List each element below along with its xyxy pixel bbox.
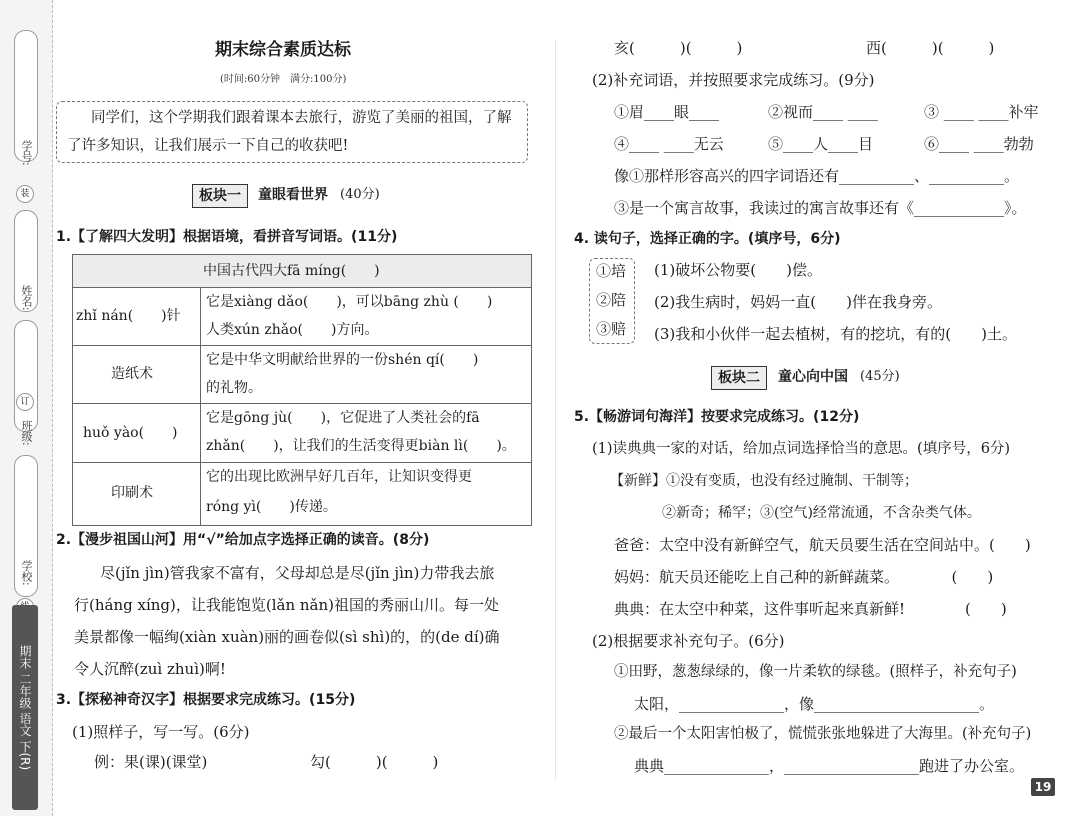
- q3-part-2: (2)补充词语，并按照要求完成练习。(9分): [592, 71, 875, 89]
- class-label: 班级:: [20, 420, 33, 446]
- idiom-followup-1: 像①那样形容高兴的四字词语还有__________、__________。: [614, 167, 1020, 185]
- question-4: 4. 读句子，选择正确的字。(填序号，6分): [574, 231, 841, 247]
- page-number: 19: [1031, 778, 1055, 796]
- section-tag-2: 板块二: [711, 366, 767, 390]
- option-1: ①培: [596, 262, 627, 280]
- option-2: ②陪: [596, 291, 627, 309]
- q4-sentence-1: (1)破坏公物要( )偿。: [654, 261, 822, 279]
- option-3: ③赔: [596, 320, 627, 338]
- question-5: 5.【畅游词句海洋】按要求完成练习。(12分): [574, 409, 860, 425]
- row4-name: 印刷术: [111, 485, 153, 501]
- row-line: [73, 287, 531, 288]
- idiom-1: ①眉____眼____: [614, 103, 720, 121]
- q2-line-3: 美景都像一幅绚(xiàn xuàn)丽的画卷似(sì shì)的，的(de dí)确: [74, 628, 500, 646]
- section-title-1: 童眼看世界: [258, 187, 328, 203]
- q5-part-2: (2)根据要求补充句子。(6分): [592, 632, 785, 650]
- hai-blanks: 亥( )( ): [614, 39, 743, 57]
- row1-name: zhǐ nán( )针: [76, 308, 181, 324]
- char-options-box: [589, 258, 635, 344]
- q5-2-prompt-1: ①田野，葱葱绿绿的，像一片柔软的绿毯。(照样子，补充句子): [614, 664, 1017, 680]
- row4-line1: 它的出现比欧洲早好几百年，让知识变得更: [206, 469, 472, 485]
- q5-2-answer-2: 典典______________，__________________跑进了办公室。: [634, 757, 1025, 775]
- q5-sentence-3: 典典：在太空中种菜，这件事听起来真新鲜! ( ): [614, 600, 1007, 618]
- binding-circle-1: 装: [16, 185, 34, 203]
- row2-line1: 它是中华文明献给世界的一份shén qí( ): [206, 352, 479, 368]
- intro-line-1: 同学们，这个学期我们跟着课本去旅行，游览了美丽的祖国，了解: [91, 110, 512, 126]
- class-box: [14, 320, 38, 432]
- q5-definition-2: ②新奇；稀罕；③(空气)经常流通，不含杂类气体。: [662, 505, 981, 521]
- q2-line-1: 尽(jǐn jìn)管我家不富有，父母却总是尽(jǐn jìn)力带我去旅: [100, 564, 495, 582]
- intro-line-2: 了许多知识，让我们展示一下自己的收获吧!: [67, 138, 349, 154]
- q3-gou-blanks: 勾( )( ): [310, 753, 439, 771]
- row-line: [73, 462, 531, 463]
- q3-part-1: (1)照样子，写一写。(6分): [72, 723, 250, 741]
- q5-2-prompt-2: ②最后一个太阳害怕极了，慌慌张张地躲进了大海里。(补充句子): [614, 726, 1032, 742]
- xi-blanks: 西( )( ): [866, 39, 995, 57]
- page-subtitle: (时间:60分钟 满分:100分): [220, 74, 347, 85]
- q3-example: 例：果(课)(课堂): [94, 753, 208, 771]
- idiom-3: ③ ____ ____补牢: [924, 103, 1039, 121]
- question-3: 3.【探秘神奇汉字】根据要求完成练习。(15分): [56, 692, 356, 708]
- q5-sentence-1: 爸爸：太空中没有新鲜空气，航天员要生活在空间站中。( ): [614, 536, 1031, 554]
- section-points-1: (40分): [340, 187, 380, 202]
- row3-line1: 它是gōng jù( )，它促进了人类社会的fā: [206, 410, 480, 426]
- student-number-label: 学号:: [20, 140, 33, 166]
- row3-line2: zhǎn( )，让我们的生活变得更biàn lì( )。: [206, 438, 516, 454]
- idiom-4: ④____ ____无云: [614, 135, 724, 153]
- q4-sentence-2: (2)我生病时，妈妈一直( )伴在我身旁。: [654, 293, 942, 311]
- row4-line2: róng yì( )传递。: [206, 499, 337, 515]
- idiom-2: ②视而____ ____: [768, 103, 878, 121]
- table-header: 中国古代四大fā míng( ): [203, 263, 380, 279]
- section-points-2: (45分): [860, 369, 900, 384]
- question-1: 1.【了解四大发明】根据语境，看拼音写词语。(11分): [56, 229, 398, 245]
- brand-strip: 期末 二年级 语文 下(R): [12, 605, 38, 810]
- q4-sentence-3: (3)我和小伙伴一起去植树，有的挖坑，有的( )土。: [654, 325, 1017, 343]
- inventions-table: [72, 254, 532, 526]
- row-line: [73, 345, 531, 346]
- column-line: [200, 287, 201, 525]
- q2-line-2: 行(háng xíng)，让我能饱览(lǎn nǎn)祖国的秀丽山川。每一处: [74, 596, 499, 614]
- row2-line2: 的礼物。: [206, 380, 262, 396]
- intro-box: [56, 101, 528, 163]
- q5-2-answer-1: 太阳，______________，像______________________。: [634, 695, 995, 713]
- q5-part-1: (1)读典典一家的对话，给加点词选择恰当的意思。(填序号，6分): [592, 441, 1011, 457]
- binding-circle-2: 订: [16, 393, 34, 411]
- idiom-followup-2: ③是一个寓言故事，我读过的寓言故事还有《____________》。: [614, 199, 1027, 217]
- page-title: 期末综合素质达标: [215, 40, 351, 60]
- idiom-6: ⑥____ ____勃勃: [924, 135, 1034, 153]
- section-title-2: 童心向中国: [778, 369, 848, 385]
- question-2: 2.【漫步祖国山河】用“√”给加点字选择正确的读音。(8分): [56, 532, 430, 548]
- idiom-5: ⑤____人____目: [768, 135, 874, 153]
- page-divider: [555, 40, 556, 780]
- row-line: [73, 403, 531, 404]
- row3-name: huǒ yào( ): [83, 425, 178, 441]
- q2-line-4: 令人沉醉(zuì zhuì)啊!: [74, 660, 226, 678]
- school-label: 学校:: [20, 560, 33, 586]
- row1-line2: 人类xún zhǎo( )方向。: [206, 322, 379, 338]
- binding-strip: [0, 0, 53, 816]
- q5-definition-1: 【新鲜】①没有变质，也没有经过腌制、干制等；: [610, 473, 918, 489]
- name-label: 姓名:: [20, 285, 33, 311]
- section-tag-1: 板块一: [192, 184, 248, 208]
- row2-name: 造纸术: [111, 366, 153, 382]
- q5-sentence-2: 妈妈：航天员还能吃上自己种的新鲜蔬菜。 ( ): [614, 568, 994, 586]
- row1-line1: 它是xiàng dǎo( )，可以bāng zhù ( ): [206, 294, 493, 310]
